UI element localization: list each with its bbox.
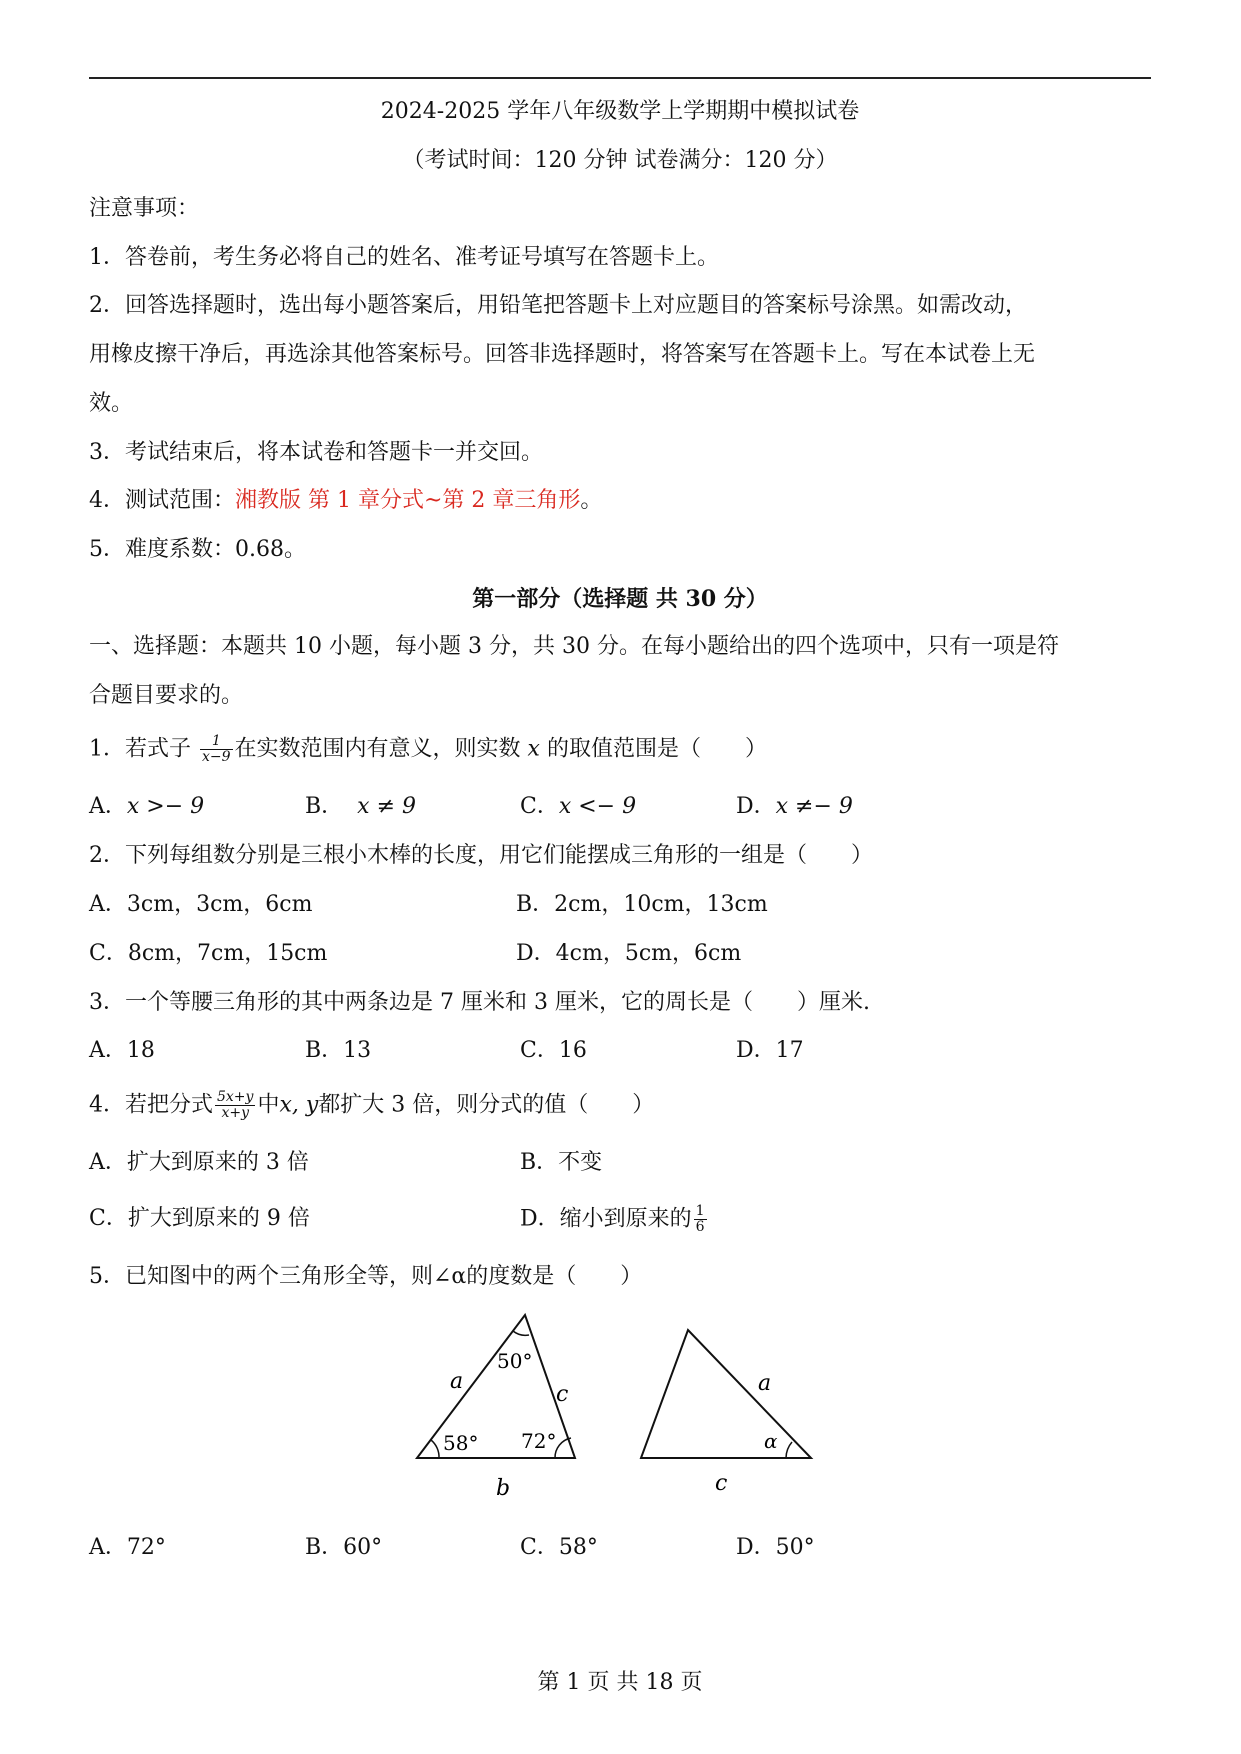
q4-frac-num: 5x+y	[217, 1089, 254, 1105]
q3-option-d: D．17	[736, 1038, 804, 1063]
q4-option-c: C．扩大到原来的 9 倍	[89, 1206, 310, 1231]
q4-option-d-fraction	[694, 1204, 707, 1235]
q1-option-b	[305, 792, 416, 822]
note-4-suffix: 。	[580, 488, 603, 513]
note-2-line2: 用橡皮擦干净后，再选涂其他答案标号。回答非选择题时，将答案写在答题卡上。写在本试卷上无	[89, 342, 1036, 367]
q1-mid: 在实数范围内有意义，则实数	[234, 736, 528, 762]
q3-option-b: B．13	[305, 1038, 372, 1063]
q4-frac-den: x+y	[221, 1105, 249, 1121]
note-1: 1．答卷前，考生务必将自己的姓名、准考证号填写在答题卡上。	[89, 245, 719, 270]
note-3: 3．考试结束后，将本试卷和答题卡一并交回。	[89, 440, 543, 465]
q2-option-b: B．2cm，10cm，13cm	[516, 892, 768, 917]
q4-fraction	[215, 1090, 255, 1121]
q1-option-c	[520, 792, 636, 822]
q4-stem	[89, 1090, 654, 1121]
q1-option-c-label: C．	[520, 794, 559, 819]
q4-option-d-text: D．缩小到原来的	[520, 1206, 692, 1232]
triangle-2-label-c: c	[715, 1471, 728, 1496]
q5-option-d: D．50°	[736, 1535, 815, 1560]
q2-stem: 2．下列每组数分别是三根小木棒的长度，用它们能摆成三角形的一组是（ ）	[89, 843, 873, 868]
q1-frac-num: 1	[200, 734, 233, 750]
q5-option-b: B．60°	[305, 1535, 383, 1560]
q1-fraction	[200, 734, 233, 765]
triangle-1-label-b: b	[496, 1476, 511, 1501]
section-intro-line1: 一、选择题：本题共 10 小题，每小题 3 分，共 30 分。在每小题给出的四个选项中，只有一项是符	[89, 634, 1059, 659]
q1-option-a-value: x >− 9	[126, 794, 205, 819]
q4-mid: 中	[257, 1092, 280, 1118]
q3-option-a: A．18	[89, 1038, 155, 1063]
triangle-1-label-c: c	[556, 1382, 569, 1407]
q1-prefix: 1．若式子	[89, 736, 198, 762]
q2-option-a: A．3cm，3cm，6cm	[89, 892, 313, 917]
q1-option-b-label: B．	[305, 794, 344, 819]
triangle-1-label-a: a	[450, 1369, 464, 1394]
q2-option-d: D．4cm，5cm，6cm	[516, 941, 742, 966]
q4-prefix: 4．若把分式	[89, 1092, 213, 1118]
q1-option-c-value: x <− 9	[558, 794, 637, 819]
triangle-1-angle-left: 58°	[443, 1431, 479, 1455]
q5-option-a: A．72°	[89, 1535, 166, 1560]
q4-option-d-num: 1	[695, 1203, 705, 1219]
notes-heading: 注意事项：	[89, 196, 200, 221]
note-2-line1: 2．回答选择题时，选出每小题答案后，用铅笔把答题卡上对应题目的答案标号涂黑。如需改动，	[89, 293, 1028, 318]
header-rule	[89, 77, 1151, 79]
q4-option-b: B．不变	[520, 1150, 603, 1175]
q2-option-c: C．8cm，7cm，15cm	[89, 941, 328, 966]
triangle-2-alpha-arc	[786, 1442, 792, 1458]
q1-suffix: 的取值范围是（ ）	[539, 736, 767, 762]
q5-figure	[400, 1305, 840, 1515]
note-4-scope: 湘教版 第 1 章分式~第 2 章三角形	[235, 488, 581, 513]
q5-option-c: C．58°	[520, 1535, 598, 1560]
q1-option-d	[736, 792, 853, 822]
q1-option-d-label: D．	[736, 794, 776, 819]
q4-option-d	[520, 1204, 709, 1235]
section-intro-line2: 合题目要求的。	[89, 683, 244, 708]
triangle-1-left-arc	[431, 1440, 439, 1458]
triangle-2-label-a: a	[758, 1371, 772, 1396]
q1-stem	[89, 734, 767, 765]
triangle-1-angle-right: 72°	[521, 1429, 557, 1453]
q4-vars: x, y	[279, 1092, 319, 1118]
q1-option-d-value: x ≠− 9	[775, 794, 853, 819]
q5-stem: 5．已知图中的两个三角形全等，则∠α的度数是（ ）	[89, 1264, 643, 1289]
triangle-2-label-alpha: α	[764, 1429, 778, 1453]
q1-option-a-label: A．	[89, 794, 127, 819]
q4-suffix: 都扩大 3 倍，则分式的值（ ）	[318, 1092, 655, 1118]
exam-subtitle: （考试时间：120 分钟 试卷满分：120 分）	[402, 148, 838, 173]
note-4	[89, 486, 602, 516]
q1-var: x	[527, 736, 540, 762]
q1-option-a	[89, 792, 204, 822]
q1-frac-den: x−9	[202, 749, 231, 765]
q3-stem: 3．一个等腰三角形的其中两条边是 7 厘米和 3 厘米，它的周长是（ ）厘米.	[89, 990, 870, 1015]
exam-title: 2024-2025 学年八年级数学上学期期中模拟试卷	[380, 99, 860, 124]
triangle-1-angle-top: 50°	[497, 1349, 533, 1373]
triangle-2	[641, 1330, 811, 1458]
triangle-1-top-arc	[513, 1331, 529, 1335]
q3-option-c: C．16	[520, 1038, 587, 1063]
part-title: 第一部分（选择题 共 30 分）	[472, 586, 768, 612]
note-2-line3: 效。	[89, 391, 134, 416]
page-footer: 第 1 页 共 18 页	[537, 1670, 703, 1695]
q4-option-a: A．扩大到原来的 3 倍	[89, 1150, 309, 1175]
q4-option-d-den: 6	[695, 1219, 705, 1235]
q1-option-b-value: x ≠ 9	[357, 794, 416, 819]
note-4-prefix: 4．测试范围：	[89, 488, 235, 513]
note-5: 5．难度系数：0.68。	[89, 537, 306, 562]
